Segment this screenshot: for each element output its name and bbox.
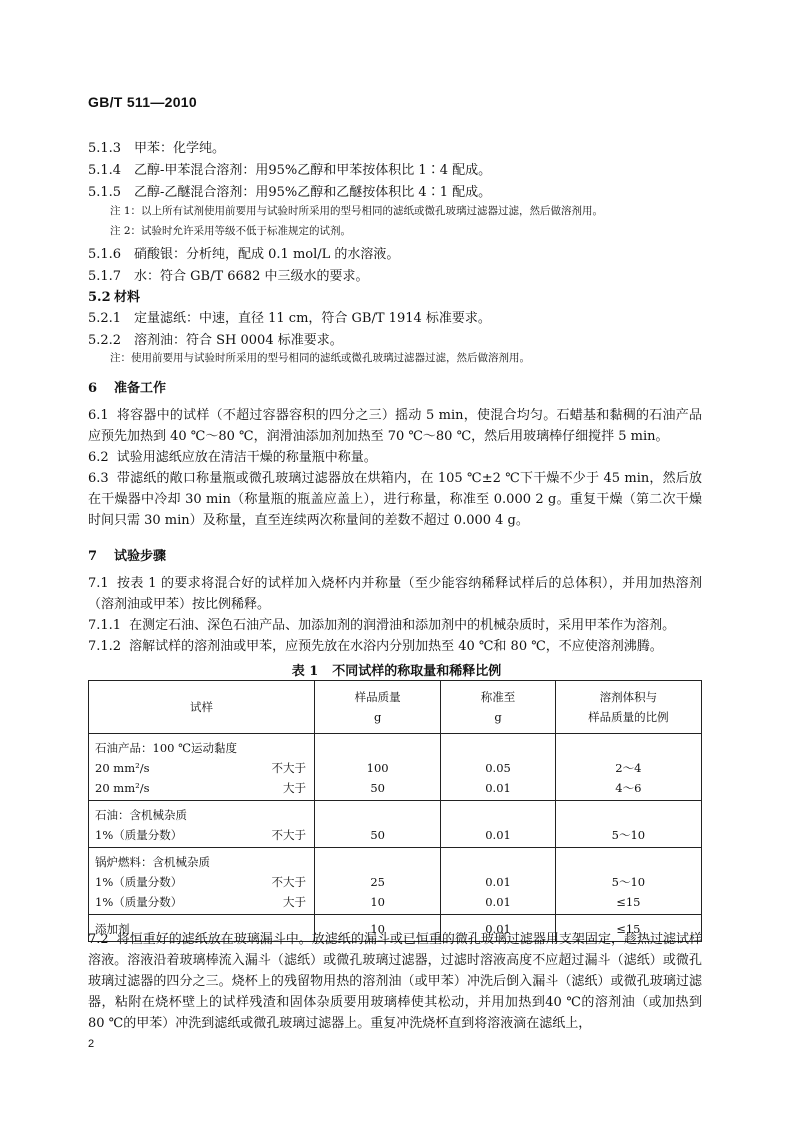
clause-number: 7.1 (88, 576, 109, 591)
clause-number: 5.2.1 (88, 311, 122, 326)
group-title: 石油产品：100 ℃运动黏度 (95, 741, 237, 755)
clause-number: 7.2 (88, 932, 109, 947)
section-7-heading (88, 545, 166, 564)
sample-subrow (89, 778, 314, 798)
clause-5-1-4 (88, 159, 491, 178)
weigh-value: 0.01 (485, 922, 511, 936)
section-title: 准备工作 (114, 381, 167, 396)
ratio-value: 2～4 (615, 761, 642, 775)
header-mass-unit: g (373, 710, 382, 724)
clause-number: 5.1.3 (88, 141, 122, 156)
materials-heading (88, 286, 140, 305)
header-ratio-line2: 样品质量的比例 (588, 710, 669, 724)
sample-cell (89, 801, 315, 848)
section-6-heading (88, 377, 166, 396)
mass-cell (314, 734, 440, 801)
clause-text: 溶解试样的溶剂油或甲苯，应预先放在水浴内分别加热至 40 ℃和 80 ℃，不应使溶剂沸腾。 (129, 639, 663, 654)
table-group-petroleum (89, 801, 702, 848)
header-sample (89, 681, 315, 734)
section-number: 7 (88, 549, 98, 564)
clause-number: 5.1.4 (88, 163, 122, 178)
clause-text: 硝酸银：分析纯，配成 0.1 mol/L 的水溶液。 (134, 247, 400, 262)
table-group-petroleum-products (89, 734, 702, 801)
weigh-value: 0.01 (485, 875, 511, 889)
weigh-cell (441, 801, 555, 848)
clause-number: 6.1 (88, 408, 109, 423)
ratio-value: 4～6 (615, 781, 642, 795)
clause-number: 7.1.2 (88, 639, 122, 654)
section-title: 材料 (114, 290, 141, 305)
ratio-value: ≤15 (616, 922, 641, 936)
clause-text: 带滤纸的敞口称量瓶或微孔玻璃过滤器放在烘箱内，在 105 ℃±2 ℃下干燥不少于 45 min，然后放在干燥器中冷却 30 min（称量瓶的瓶盖应盖上），进行称量，称准至 0.000 2 g。重复干燥（第二次干燥时间只需 30 min）及称量，直至连续两次称量间的差数不超过 0.000 4 g。 (88, 471, 702, 528)
mass-value: 50 (370, 828, 385, 842)
header-ratio (555, 681, 701, 734)
table-title: 不同试样的称取量和稀释比例 (332, 664, 502, 679)
group-title: 石油：含机械杂质 (95, 808, 187, 822)
sample-subrow (89, 758, 314, 778)
note-1: 注 1：以上所有试剂使用前要用与试验时所采用的型号相同的滤纸或微孔玻璃过滤器过滤，然后做溶剂用。 (110, 205, 604, 217)
table-header-row (89, 681, 702, 734)
mass-cell (314, 801, 440, 848)
sample-subrow (89, 892, 314, 912)
note-2: 注 2：试验时允许采用等级不低于标准规定的试剂。 (110, 225, 352, 237)
weigh-value: 0.01 (485, 828, 511, 842)
sample-limit: 大于 (282, 781, 306, 795)
sample-subrow (89, 872, 314, 892)
standard-code-header: GB/T 511—2010 (88, 94, 197, 110)
clause-number: 6.3 (88, 471, 109, 486)
sample-condition: 20 mm²/s (95, 781, 150, 795)
weigh-value: 0.05 (485, 761, 511, 775)
sample-name: 添加剂 (95, 922, 130, 936)
mass-value: 25 (370, 875, 385, 889)
clause-text: 定量滤纸：中速，直径 11 cm，符合 GB/T 1914 标准要求。 (134, 311, 491, 326)
sample-condition: 1%（质量分数） (95, 895, 183, 909)
clause-5-1-6 (88, 243, 399, 262)
clause-7-1-2 (88, 636, 702, 657)
clause-text: 乙醇-乙醚混合溶剂：用95%乙醇和乙醚按体积比 4∶1 配成。 (134, 185, 492, 200)
ratio-cell (555, 848, 701, 915)
clause-number: 5.1.5 (88, 185, 122, 200)
ratio-cell (555, 734, 701, 801)
table-group-boiler-fuel (89, 848, 702, 915)
clause-text: 试验用滤纸应放在清洁干燥的称量瓶中称量。 (116, 450, 377, 465)
clause-text: 将容器中的试样（不超过容器容积的四分之三）摇动 5 min，使混合均匀。石蜡基和黏稠的石油产品应预先加热到 40 ℃～80 ℃，润滑油添加剂加热至 70 ℃～80 ℃，然后用玻璃棒仔细搅拌 5 min。 (88, 408, 702, 444)
clause-text: 将恒重好的滤纸放在玻璃漏斗中。放滤纸的漏斗或已恒重的微孔玻璃过滤器用支架固定，趁热过滤试样溶液。溶液沿着玻璃棒流入漏斗（滤纸）或微孔玻璃过滤器，过滤时溶液高度不应超过漏斗（滤纸）或微孔玻璃过滤器的四分之三。烧杯上的残留物用热的溶剂油（或甲苯）冲洗后倒入漏斗（滤纸）或微孔玻璃过滤器，粘附在烧杯壁上的试样残渣和固体杂质要用玻璃棒使其松动，并用加热到40 ℃的溶剂油（或加热到 80 ℃的甲苯）冲洗到滤纸或微孔玻璃过滤器上。重复冲洗烧杯直到将溶液滴在滤纸上， (88, 932, 702, 1031)
mass-value: 50 (370, 781, 385, 795)
header-sample-label: 试样 (189, 700, 213, 714)
group-title: 锅炉燃料：含机械杂质 (95, 855, 210, 869)
clause-number: 6.2 (88, 450, 109, 465)
header-mass (314, 681, 440, 734)
sample-condition: 1%（质量分数） (95, 875, 183, 889)
clause-number: 5.2.2 (88, 333, 122, 348)
mass-value: 10 (370, 922, 385, 936)
sample-limit: 不大于 (271, 828, 306, 842)
clause-number: 5.1.7 (88, 269, 122, 284)
sample-condition: 1%（质量分数） (95, 828, 183, 842)
clause-5-2-2 (88, 329, 343, 348)
clause-7-1 (88, 573, 702, 615)
section-number: 5.2 (88, 290, 111, 305)
ratio-value: 5～10 (611, 828, 646, 842)
clause-6-2 (88, 447, 702, 468)
table-number: 表 1 (291, 664, 319, 679)
header-weigh-unit: g (494, 710, 502, 724)
weigh-cell (441, 734, 555, 801)
ratio-cell (555, 801, 701, 848)
weigh-value: 0.01 (485, 895, 511, 909)
mass-value: 100 (366, 761, 389, 775)
ratio-value: ≤15 (616, 895, 641, 909)
clause-7-1-1 (88, 615, 702, 636)
clause-text: 在测定石油、深色石油产品、加添加剂的润滑油和添加剂中的机械杂质时，采用甲苯作为溶剂。 (129, 618, 676, 633)
materials-note: 注：使用前要用与试验时所采用的型号相同的滤纸或微孔玻璃过滤器过滤，然后做溶剂用。 (110, 352, 530, 364)
clause-number: 7.1.1 (88, 618, 122, 633)
clause-text: 按表 1 的要求将混合好的试样加入烧杯内并称量（至少能容纳稀释试样后的总体积），并用加热溶剂（溶剂油或甲苯）按比例稀释。 (88, 576, 702, 612)
clause-5-1-7 (88, 265, 368, 284)
sample-cell (89, 734, 315, 801)
clause-6-1 (88, 405, 702, 447)
section-number: 6 (88, 381, 98, 396)
section-title: 试验步骤 (114, 549, 167, 564)
mass-value: 10 (370, 895, 385, 909)
page-number: 2 (88, 1038, 95, 1050)
header-weigh (441, 681, 555, 734)
weigh-cell (441, 848, 555, 915)
clause-6-3 (88, 468, 702, 531)
header-weigh-line1: 称准至 (480, 690, 516, 704)
clause-number: 5.1.6 (88, 247, 122, 262)
sample-dilution-table (88, 680, 702, 942)
ratio-value: 5～10 (611, 875, 646, 889)
clause-5-1-3 (88, 137, 225, 156)
clause-text: 乙醇-甲苯混合溶剂：用95%乙醇和甲苯按体积比 1∶4 配成。 (134, 163, 492, 178)
clause-7-2 (88, 929, 702, 1034)
mass-cell (314, 848, 440, 915)
sample-cell (89, 848, 315, 915)
clause-5-1-5 (88, 181, 491, 200)
sample-limit: 不大于 (271, 875, 306, 889)
sample-limit: 不大于 (271, 761, 306, 775)
sample-condition: 20 mm²/s (95, 761, 150, 775)
header-mass-line1: 样品质量 (354, 690, 401, 704)
header-ratio-line1: 溶剂体积与 (599, 690, 658, 704)
clause-5-2-1 (88, 307, 491, 326)
sample-limit: 大于 (282, 895, 306, 909)
clause-text: 溶剂油：符合 SH 0004 标准要求。 (134, 333, 343, 348)
table-caption (0, 660, 793, 679)
sample-subrow (89, 825, 314, 845)
weigh-value: 0.01 (485, 781, 511, 795)
clause-text: 水：符合 GB/T 6682 中三级水的要求。 (134, 269, 369, 284)
clause-text: 甲苯：化学纯。 (134, 141, 226, 156)
